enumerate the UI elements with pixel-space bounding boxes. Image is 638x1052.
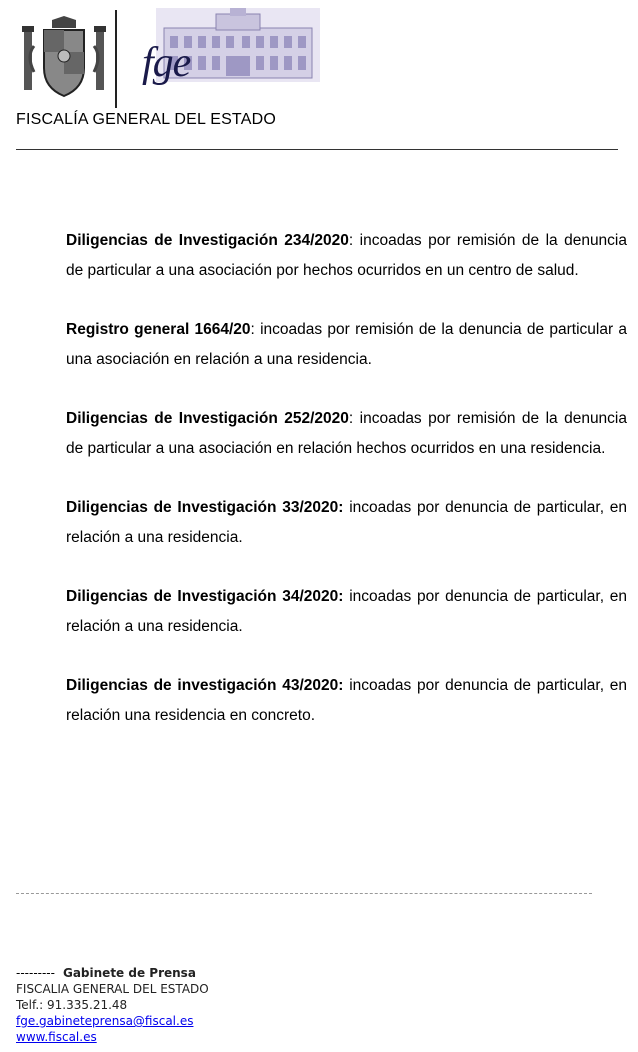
footer-department-line (16, 965, 209, 981)
case-reference: Diligencias de Investigación 33/2020: (66, 499, 344, 516)
coat-of-arms-icon (22, 16, 106, 98)
separator: : (348, 410, 354, 427)
header-divider (115, 10, 117, 108)
footer-website-link[interactable]: www.fiscal.es (16, 1030, 97, 1044)
footer-contact (16, 965, 209, 1045)
list-item (66, 493, 627, 553)
case-description: incoadas por remisión de la denuncia de particular a una asociación en relación a una residencia. (66, 321, 627, 368)
case-description: incoadas por denuncia de particular, en relación a una residencia. (66, 588, 627, 635)
separator: : (348, 232, 354, 249)
footer-phone: Telf.: 91.335.21.48 (16, 998, 128, 1012)
case-reference: Diligencias de Investigación 252/2020 (66, 410, 349, 427)
list-item (66, 226, 627, 286)
list-item (66, 315, 627, 375)
document-body (66, 226, 627, 760)
case-description: incoadas por denuncia de particular, en relación a una residencia. (66, 499, 627, 546)
footer-department: Gabinete de Prensa (62, 966, 196, 980)
case-reference: Registro general 1664/20 (66, 321, 251, 338)
case-reference: Diligencias de Investigación 234/2020 (66, 232, 349, 249)
footer-email-link[interactable]: fge.gabineteprensa@fiscal.es (16, 1014, 194, 1028)
fge-logo: fge (142, 40, 191, 86)
case-reference: Diligencias de Investigación 34/2020: (66, 588, 344, 605)
header-rule (16, 149, 618, 150)
case-description: incoadas por remisión de la denuncia de particular a una asociación por hechos ocurridos en un centro de salud. (66, 232, 627, 279)
case-description: incoadas por remisión de la denuncia de particular a una asociación en relación hechos ocurridos en una residencia. (66, 410, 627, 457)
list-item (66, 582, 627, 642)
list-item (66, 671, 627, 731)
footer-org: FISCALIA GENERAL DEL ESTADO (16, 982, 209, 996)
separator: : (250, 321, 255, 338)
case-description: incoadas por denuncia de particular, en relación una residencia en concreto. (66, 677, 627, 724)
footer-rule (16, 893, 592, 894)
case-reference: Diligencias de investigación 43/2020: (66, 677, 344, 694)
list-item (66, 404, 627, 464)
organization-title: FISCALÍA GENERAL DEL ESTADO (16, 111, 276, 128)
header-logo-block (16, 6, 328, 108)
footer-dashes: --------- (16, 966, 55, 980)
